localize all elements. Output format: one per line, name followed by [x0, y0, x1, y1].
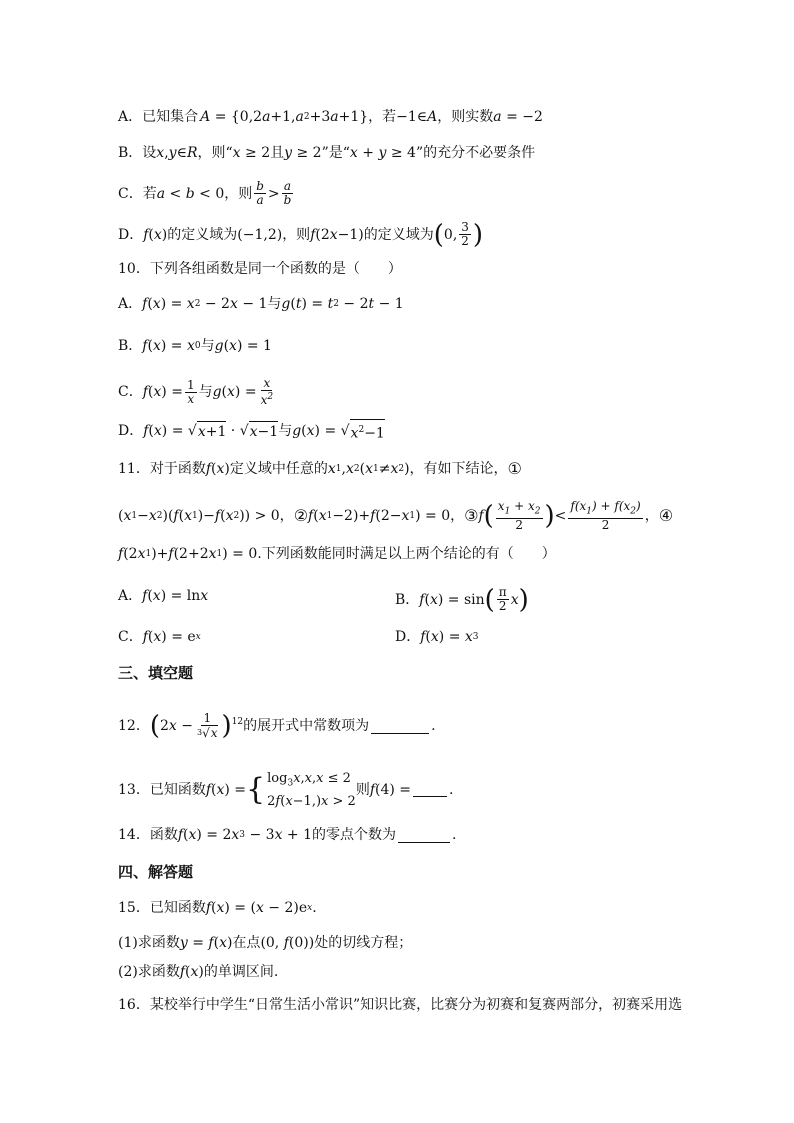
q10-stem: 10．下列各组函数是同一个函数的是（ ）	[118, 261, 402, 277]
q9-option-b: B． 设 x , y ∈ R ，则“ x ≥ 2 且 y ≥ 2 ”是“ x + y ≥ 4 ”的充分不必要条件	[118, 145, 536, 161]
q11-option-d: D． f ( x ) = x 3	[395, 629, 479, 645]
q11-option-a: A． f ( x ) = ln x	[118, 588, 209, 604]
q13: 13．已知函数 f ( x ) = { $\log_3x,x,x \le 2$ 2f(x−1,)x > 2 则 f (4) = .	[118, 771, 454, 809]
q9-option-d: D． f ( x ) 的定义域为 (−1,2) ，则 f (2 x −1) 的定义域为 ( 0, $\frac{3}{2}$ )	[118, 219, 484, 250]
q11-stem-line1: 11．对于函数 f ( x ) 定义域中任意的 x 1 , x 2 ( x 1 ≠ x 2 ) ，有如下结论， ①	[118, 459, 522, 478]
q16-stem: 16．某校举行中学生“日常生活小常识”知识比赛，比赛分为初赛和复赛两部分，初赛采用选	[118, 997, 683, 1013]
q11-option-b: B． f ( x ) = sin ( $\frac{\pi}{2}$ x )	[395, 584, 529, 615]
q14-answer-blank[interactable]	[398, 828, 450, 843]
section-solutions: 四、解答题	[118, 863, 194, 881]
q13-answer-blank[interactable]	[413, 782, 447, 797]
q10-option-a: A． f ( x ) = x 2 − 2 x − 1 与 g ( t ) = t 2 − 2 t − 1	[118, 296, 404, 312]
q14: 14．函数 f ( x ) = 2 x 3 − 3 x + 1 的零点个数为 .	[118, 827, 457, 843]
q10-option-d: D． f ( x ) = √ x+1 · √ x−1 与 g ( x ) = √ $x^2-1$	[118, 419, 385, 444]
q15-part1: (1)求函数 y = f ( x ) 在点 (0, f (0)) 处的切线方程；	[118, 935, 413, 951]
q11-option-c: C． f ( x ) = e x	[118, 629, 201, 645]
section-fill-in: 三、填空题	[118, 664, 194, 682]
q9-option-c: C． 若 a < b < 0 ，则 $\frac{b}{a}$ > $\frac{a}{b}$	[118, 179, 292, 207]
q10-option-c: C． f ( x ) = $\frac{1}{x}$ 与 g ( x ) = $\frac{x}{x^2}$	[118, 376, 274, 407]
q15-part2: (2)求函数 f ( x ) 的单调区间.	[118, 964, 279, 980]
q9-option-a: A． 已知集合 A = {0,2 a +1, a 2 +3 a +1} ，若 −1∈ A ，则实数 a = −2	[118, 109, 543, 125]
q12-answer-blank[interactable]	[371, 719, 429, 734]
q10-option-b: B． f ( x ) = x 0 与 g ( x ) = 1	[118, 338, 272, 354]
q12: 12． ( 2 x − $\frac{1}{^3√x}$ ) $^{12}$ 的展开式中常数项为 .	[118, 711, 436, 741]
q15-stem: 15．已知函数 f ( x ) = ( x − 2)e x .	[118, 900, 317, 916]
q11-stem-line3: f (2 x 1 )+ f (2+2 x 1 ) = 0 .下列函数能同时满足以上两个结论的有（ ）	[118, 546, 556, 562]
q11-stem-line2: ( x 1 − x 2 )( f ( x 1 )− f ( x 2 )) > 0， ② f ( x 1 −2)+ f (2− x 1 ) = 0， ③ f ( $\frac{x_1 + x_2}{2}$ ) < $\frac{f(x_1) + f(x_2)}{2}$ ， ④	[118, 499, 674, 533]
